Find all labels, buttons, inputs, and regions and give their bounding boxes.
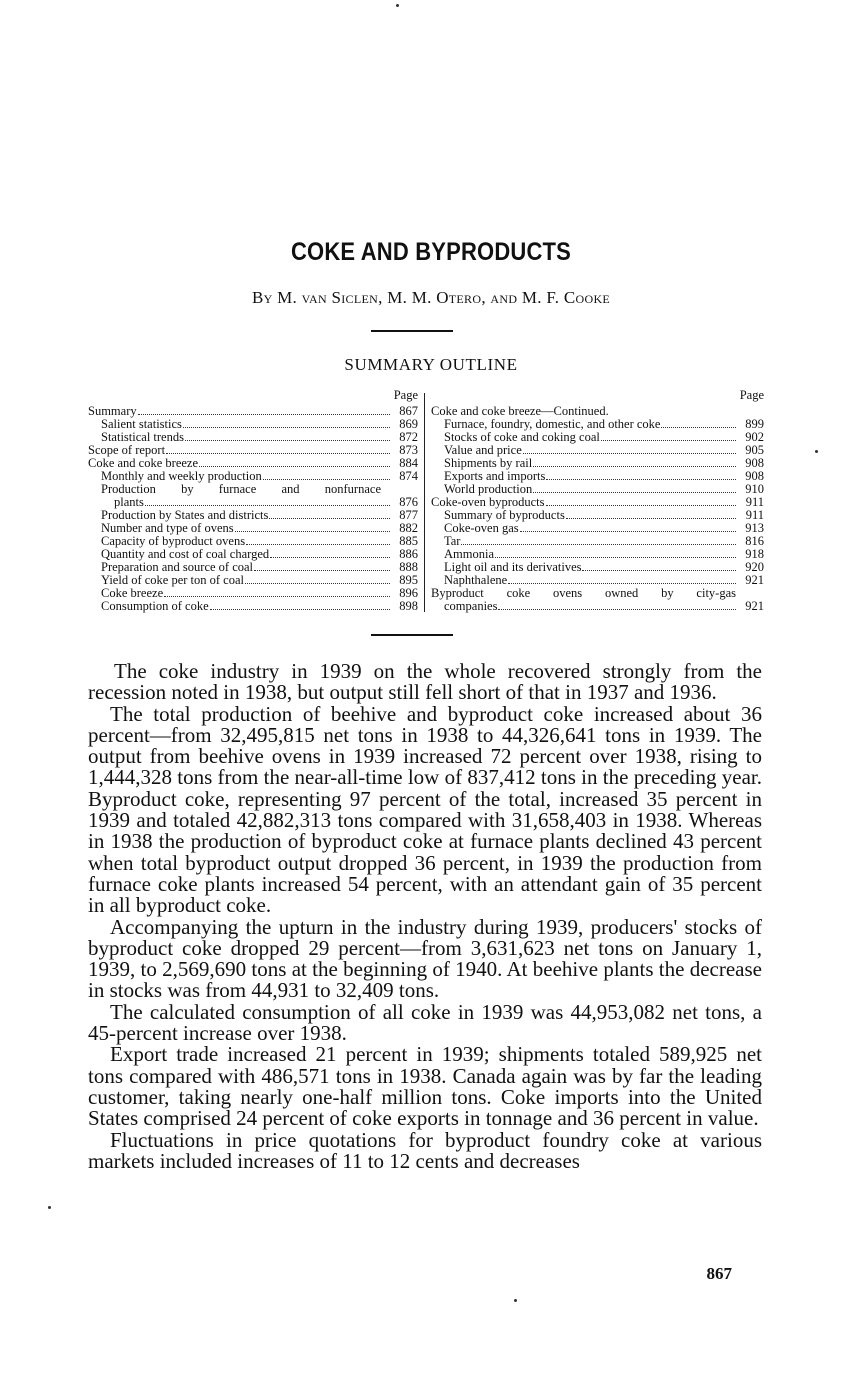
page-number: 867	[706, 1264, 732, 1283]
toc-leader-dots	[166, 452, 390, 454]
toc-entry-page: 913	[745, 521, 764, 535]
body-paragraph: The calculated consumption of all coke in 1939 was 44,953,082 net tons, a 45-percent increase over 1938.	[88, 999, 762, 1046]
toc-entry-page: 921	[745, 599, 764, 613]
page-title: COKE AND BYPRODUCTS	[290, 238, 571, 266]
toc-entry-page: 911	[745, 508, 764, 522]
toc-leader-dots	[199, 465, 390, 467]
toc-leader-dots	[138, 413, 390, 415]
toc-leader-dots	[601, 439, 736, 441]
toc-entry-page: 877	[399, 508, 418, 522]
toc-entry-label: Coke-oven byproducts	[431, 495, 545, 509]
toc-entry-label: Furnace, foundry, domestic, and other coke	[444, 417, 661, 431]
toc-entry-page: 918	[745, 547, 764, 561]
toc-leader-dots	[566, 517, 736, 519]
toc-entry-page: 886	[399, 547, 418, 561]
toc-leader-dots	[183, 426, 390, 428]
toc-left-column	[88, 389, 418, 613]
toc-entry-page: 885	[399, 534, 418, 548]
toc-entry-page: 876	[399, 495, 418, 509]
toc-leader-dots	[546, 504, 736, 506]
toc-entry-page: 874	[399, 469, 418, 483]
toc-entry-label: Production by States and districts	[101, 508, 269, 522]
toc-entry-page: 896	[399, 586, 418, 600]
body-text	[88, 661, 762, 1172]
divider-rule	[371, 330, 453, 332]
toc-entry-label: Scope of report	[88, 443, 166, 457]
toc-entry-continued	[431, 600, 764, 613]
body-paragraph: The total production of beehive and byproduct coke increased about 36 percent—from 32,495,815 net tons in 1938 to 44,326,641 tons in 1939. The output from beehive ovens in 1939 increased 72 percent over 1938, rising to 1,444,328 tons from the near-all-time low of 837,412 tons in the preceding year. Byproduct coke, representing 97 percent of the total, increased 35 percent in 1939 and totaled 42,882,313 tons compared with 31,658,403 in 1938. Whereas in 1938 the production of byproduct coke at furnace plants declined 43 percent when total byproduct output dropped 36 percent, in 1939 the production from furnace coke plants increased 54 percent, with an attendant gain of 35 percent in all byproduct coke.	[88, 701, 762, 918]
toc-leader-dots	[210, 608, 390, 610]
toc-leader-dots	[246, 543, 390, 545]
toc-entry-label: Salient statistics	[101, 417, 182, 431]
toc-entry-label: Number and type of ovens	[101, 521, 234, 535]
toc-entry-page: 867	[399, 404, 418, 418]
toc-leader-dots	[498, 608, 736, 610]
toc-entry-label: Coke breeze	[101, 586, 164, 600]
toc-entry-label: plants	[114, 495, 144, 509]
body-paragraph: The coke industry in 1939 on the whole recovered strongly from the recession noted in 1938, but output still fell short of that in 1937 and 1936.	[88, 659, 762, 705]
toc-entry-page: 899	[745, 417, 764, 431]
toc-entry-label: Coke-oven gas	[444, 521, 519, 535]
toc-entry-label: Yield of coke per ton of coal	[101, 573, 245, 587]
toc-entry-label: Stocks of coke and coking coal	[444, 430, 600, 444]
toc-entry-page: 902	[745, 430, 764, 444]
toc-entry-label: Value and price	[444, 443, 522, 457]
toc-leader-dots	[270, 556, 390, 558]
toc-leader-dots	[661, 426, 736, 428]
toc-entry-label: Byproduct coke ovens owned by city-gas	[431, 586, 736, 600]
toc-leader-dots	[164, 595, 390, 597]
toc-entry-label: Ammonia	[444, 547, 494, 561]
toc-leader-dots	[245, 582, 390, 584]
toc-entry-page: 911	[745, 495, 764, 509]
toc-leader-dots	[533, 491, 736, 493]
toc-entry-label: Statistical trends	[101, 430, 184, 444]
toc-leader-dots	[145, 504, 390, 506]
toc-entry-page: 888	[399, 560, 418, 574]
toc-entry-label: Naphthalene	[444, 573, 508, 587]
toc-entry	[88, 600, 418, 613]
toc-leader-dots	[263, 478, 390, 480]
toc-entry-page: 816	[745, 534, 764, 548]
toc-page-header: Page	[739, 388, 764, 402]
toc-leader-dots	[269, 517, 390, 519]
toc-column-divider	[424, 393, 425, 612]
body-paragraph: Export trade increased 21 percent in 1939; shipments totaled 589,925 net tons compared with 486,571 tons in 1938. Canada again was by far the leading customer, taking nearly one-half million tons. Coke imports into the United States comprised 24 percent of coke exports in tonnage and 36 percent in value.	[88, 1042, 762, 1131]
toc-entry-label: Quantity and cost of coal charged	[101, 547, 270, 561]
toc-entry-page: 898	[399, 599, 418, 613]
toc-entry-label: World production	[444, 482, 533, 496]
toc-entry-page: 905	[745, 443, 764, 457]
toc-leader-dots	[523, 452, 736, 454]
toc-entry-page: 921	[745, 573, 764, 587]
author-byline: By M. van Siclen, M. M. Otero, and M. F. Cooke	[251, 288, 611, 307]
toc-entry-page: 872	[399, 430, 418, 444]
toc-entry-page: 873	[399, 443, 418, 457]
outline-heading: SUMMARY OUTLINE	[344, 355, 518, 374]
toc-page-header: Page	[393, 388, 418, 402]
toc-entry-label: Light oil and its derivatives	[444, 560, 582, 574]
toc-entry-label: Coke and coke breeze—Continued.	[431, 404, 609, 418]
toc-entry-page: 908	[745, 456, 764, 470]
toc-leader-dots	[546, 478, 736, 480]
toc-entry-page: 895	[399, 573, 418, 587]
toc-entry-label: companies	[444, 599, 498, 613]
toc-entry-label: Tar	[444, 534, 461, 548]
toc-entry-label: Capacity of byproduct ovens	[101, 534, 246, 548]
toc-entry-page: 884	[399, 456, 418, 470]
toc-entry-label: Production by furnace and nonfurnace	[101, 482, 381, 496]
toc-leader-dots	[508, 582, 736, 584]
toc-leader-dots	[254, 569, 390, 571]
toc-entry	[431, 522, 764, 535]
toc-right-column	[431, 389, 764, 613]
toc-entry-label: Summary	[88, 404, 137, 418]
toc-leader-dots	[495, 556, 736, 558]
divider-rule	[371, 634, 453, 636]
toc-entry-label: Shipments by rail	[444, 456, 533, 470]
toc-entry-page: 908	[745, 469, 764, 483]
toc-leader-dots	[461, 543, 736, 545]
toc-leader-dots	[520, 530, 736, 532]
toc-leader-dots	[533, 465, 736, 467]
toc-entry-label: Monthly and weekly production	[101, 469, 262, 483]
toc-entry-label: Consumption of coke	[101, 599, 209, 613]
toc-entry-label: Coke and coke breeze	[88, 456, 199, 470]
toc-entry-page: 920	[745, 560, 764, 574]
body-paragraph: Accompanying the upturn in the industry during 1939, producers' stocks of byproduct coke dropped 29 percent—from 3,631,623 net tons on January 1, 1939, to 2,569,690 tons at the beginning of 1940. At beehive plants the decrease in stocks was from 44,931 to 32,409 tons.	[88, 914, 762, 1003]
toc-entry-label: Summary of byproducts	[444, 508, 565, 522]
toc-entry-page: 882	[399, 521, 418, 535]
toc-entry-page: 869	[399, 417, 418, 431]
toc-entry-label: Preparation and source of coal	[101, 560, 254, 574]
toc-entry-page: 910	[745, 482, 764, 496]
toc-leader-dots	[582, 569, 736, 571]
toc-leader-dots	[185, 439, 390, 441]
toc-entry-label: Exports and imports	[444, 469, 546, 483]
toc-leader-dots	[235, 530, 390, 532]
body-paragraph: Fluctuations in price quotations for byproduct foundry coke at various markets included increases of 11 to 12 cents and decreases	[88, 1127, 762, 1173]
